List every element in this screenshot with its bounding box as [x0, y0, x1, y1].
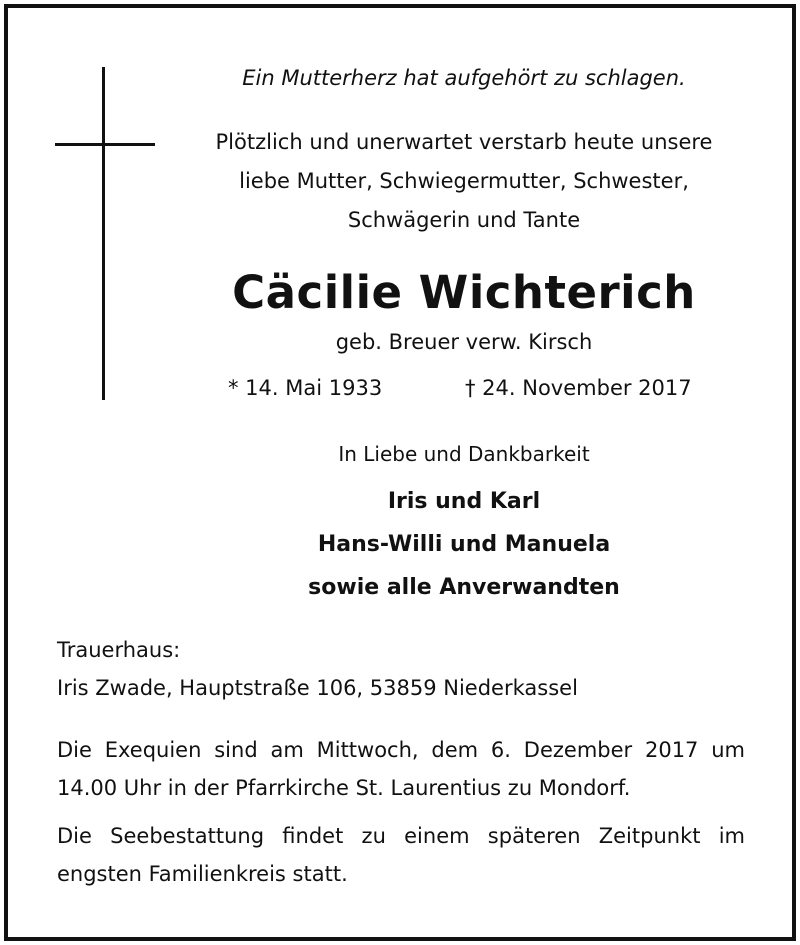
intro-line: Schwägerin und Tante: [347, 208, 581, 232]
burial-line: Die Seebestattung findet zu einem späteren Zeitpunkt im: [57, 824, 745, 848]
thanks-line: In Liebe und Dankbarkeit: [338, 442, 590, 466]
mourning-house-address: Iris Zwade, Hauptstraße 106, 53859 Niederkassel: [57, 676, 578, 700]
intro-line: Plötzlich und unerwartet verstarb heute unsere: [215, 130, 713, 154]
family-line: sowie alle Anverwandten: [308, 575, 620, 600]
exequies-line: 14.00 Uhr in der Pfarrkirche St. Laurentius zu Mondorf.: [57, 776, 631, 800]
motto: Ein Mutterherz hat aufgehört zu schlagen.: [242, 66, 686, 90]
intro-line: liebe Mutter, Schwiegermutter, Schwester,: [239, 169, 689, 193]
exequies-line: Die Exequien sind am Mittwoch, dem 6. Dezember 2017 um: [57, 738, 745, 762]
mourning-house-label: Trauerhaus:: [57, 638, 181, 662]
death-date: † 24. November 2017: [465, 376, 692, 400]
birth-name: geb. Breuer verw. Kirsch: [335, 330, 593, 354]
cross-icon-bar: [55, 143, 155, 146]
family-line: Iris und Karl: [387, 489, 541, 514]
birth-date: * 14. Mai 1933: [228, 376, 383, 400]
family-line: Hans-Willi und Manuela: [317, 532, 611, 557]
deceased-name: Cäcilie Wichterich: [232, 266, 696, 319]
cross-icon: [102, 67, 105, 400]
burial-line: engsten Familienkreis statt.: [57, 862, 348, 886]
